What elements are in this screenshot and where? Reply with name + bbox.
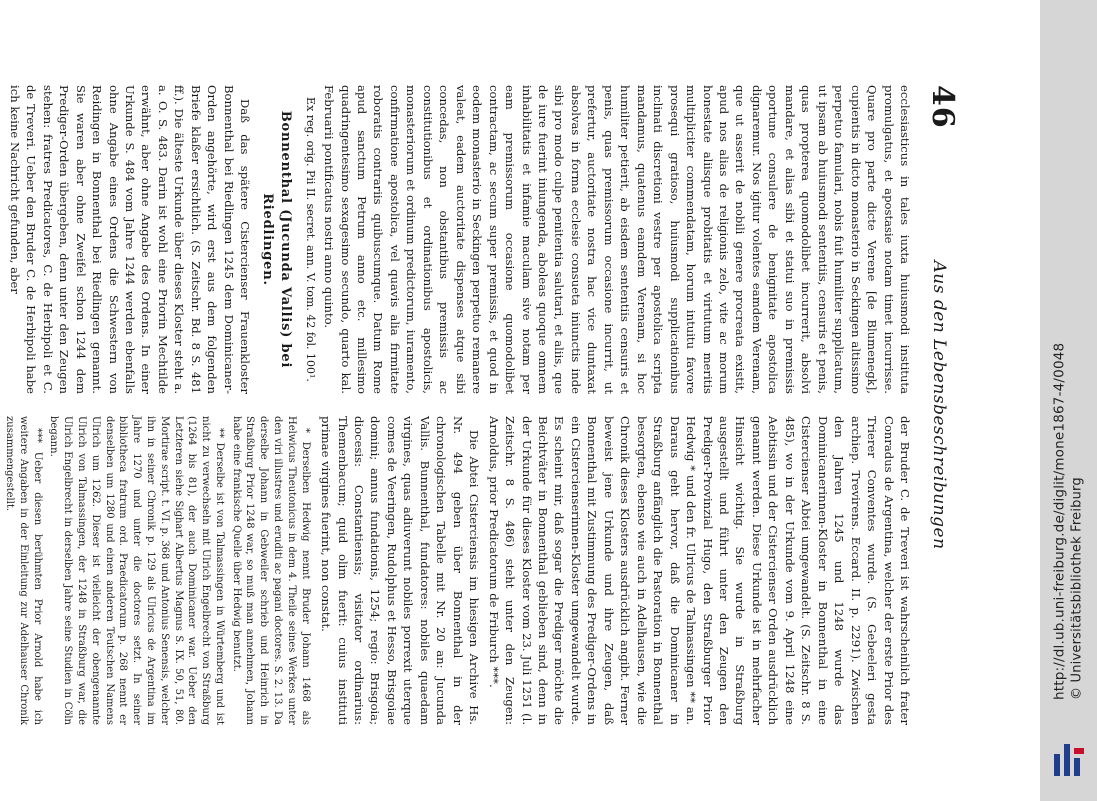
register-citation: Ex reg. orig. Pii II. secret. ann. V. tom. 42 fol. 100¹. <box>303 97 317 382</box>
logo-bar-left <box>1054 754 1060 776</box>
body-paragraph: der Bruder C. de Treveri ist wahrscheinlich frater Conradus de Argentina, welcher der erste Prior des Trierer Conventes wurde. (S. Gebeeleri gesta archiep. Trevirens. Eccard. II. p. 2291). Zwischen den Jahren 1245 und 1248 wurde das Dominicanerinnen-Kloster in Bonnenthal in eine Cistercienser Abtei umgewandelt. (S. Zeitschr. 8 S. 485), wo in der Urkunde vom 9. April 1248 eine Aebtissin und der Cistercienser Orden ausdrücklich genannt werden. Diese Urkunde ist in mehrfacher Hinsicht wichtig. Sie wurde in Straßburg ausgestellt und führt unter den Zeugen den Prediger-Provinzial Hugo, den Straßburger Prior Hedwig * und den fr. Ulricus de Talmassingen ** an. Daraus geht hervor, daß die Dominicaner in Straßburg anfänglich die Pastoration in Bonnenthal besorgten, ebenso wie auch in Adelhausen, wie die Chronik dieses Klosters ausdrücklich angibt. Ferner beweist jene Urkunde und ihre Zeugen, daß Bonnenthal mit Zustimmung des Prediger-Ordens in ein Cistercienserinnen-Kloster umgewandelt wurde. Es scheint mir, daß sogar die Prediger möchte die Beichtväter in Bonnenthal geblieben sind, denn in der Urkunde für dieses Kloster vom 23. Juli 1251 (l. Zeitschr. 8 S. 486) steht unter den Zeugen: Arnoldus, prior Predicatorum de Friburch ***. <box>486 416 912 725</box>
copyright-notice: © Universitätsbibliothek Freiburg <box>1069 477 1085 700</box>
source-url-link[interactable]: http://dl.ub.uni-freiburg.de/diglit/mone1867-4/0048 <box>1051 342 1068 700</box>
sidebar-text <box>1040 10 1097 710</box>
body-paragraph: Die Abtei Cisterciensis im hiesigen Archive Hs. Nr. 494 geben über Bonnenthal in der chronologischen Tabelle mit Nr. 20 an: Jucunda Vallis. Bunnenthal, fundatores: nobiles quaedam virgines, quas adiuverunt nobiles porrexit uterque comes de Veeringen, Rudolphus et Hesso, Brisgoiae domini; annus fundationis, 1254; regio: Brisgoia; diocesis: Constantiensis; visitator ordinarius: Themenbacum; quid olim fuerit: cuius instituti primae virgines fuerint, non constat. <box>319 416 482 725</box>
running-head: Aus den Lebensbeschreibungen <box>929 260 949 550</box>
viewer-sidebar <box>1040 0 1097 801</box>
left-column <box>7 85 913 394</box>
right-column <box>3 416 913 725</box>
ub-freiburg-logo-icon <box>1048 740 1088 780</box>
text-columns <box>3 85 913 725</box>
page-header <box>923 85 967 725</box>
section-paragraph: Daß das spätere Cistercienser Frauenkloster Bonnenthal bei Riedlingen 1245 dem Dominicaner-Orden angehörte, wird erst aus dem folgenden Briefe klaßer ersichtlich. (S. Zeitschr. Bd. 8 S. 481 ff.). Die älteste Urkunde über dieses Kloster steht a. a. O. S. 483. Darin ist wohl eine Priorin Mechtilde erwähnt, aber ohne Angabe des Ordens. In einer Urkunde S. 484 vom Jahre 1244 werden ebenfalls ohne Angabe eines Ordens die Schwestern von Reidingen in Bonnenthal bei Riedlingen genannt. Sie waren aber ohne Zweifel schon 1244 dem Prediger-Orden übergeben, denn unter den Zeugen stehen: fratres Predicatores, C. de Herbipoli et C. de Treveri. Ueber den Bruder C. de Herbipoli habe ich keine Nachricht gefunden, aber <box>7 85 253 394</box>
page-number: 46 <box>925 85 960 129</box>
footnotes <box>2 416 312 725</box>
footnote: *** Ueber diesen berühmten Prior Arnold habe ich weitere Angaben in der Einleitung zur Adelhauser Chronik zusammengestellt. <box>3 416 43 725</box>
footnote: ** Derselbe ist von Talmassingen in Würtemberg und ist nicht zu verwechseln mit Ulrich Engelbrecht von Straßburg (1264 bis 81), der auch Dominicaner war. Ueber den Letzteren siehe Sighart Albertus Magnus S. IX. 50, 51, 80. Mortirae script. t. VI. p. 368 und Antonius Senensis, welcher ihn in seiner Chronik p. 129 als Ulricus de Argentina im Jahre 1270 und unter die doctores setzt. In seiner bibliotheca fratrum ord. Praedicatorum p. 268 nennt er denselben um 1280 und einen anderen Teutschen Namens Ulrich um 1262. Dieser ist vielleicht der obengenannte Ulrich von Talmassingen, der 1248 in Straßburg war, die Ulrich Engelbrecht in derselben Jahre seine Studien in Cöln begann. <box>48 416 225 725</box>
latin-text-paragraph: ecclesiasticus in tales iuxta huiusmodi instituta promulgatus, et apostasie notam timet incurrisse. Quare pro parte dicte Verene [de Blumenegk], cupientis in dicto monasterio in Seckingen altissimo perpetuo famulari, nobis fuit humiliter supplicatum, ut ipsam ab huiusmodi sententiis, censuris et penis, quas propterea quomodolibet incurrerit, absolvi mandare, et alias sibi et statui suo in premissis oportune consulere de benignitate apostolica dignaremur. Nos igitur volentes eamdem Verenam, que ut asserit de nobili genere procreata existit, apud nos alias de religionis zelo, vite ac morum honestate aliisque probitatis et virtutum meritis multipliciter commendatam, horum intuitu favore prosequi gratioso, huiusmodi supplicationibus inclinati discretioni vestre per apostolica scripta mandamus, quatenus eamdem Verenam, si hoc humiliter petierit, ab eisdem sententiis censuris et penis, quas premissorum occasione incurrit, ut prefertur, auctoritate nostra hac vice duntaxat absolvas in forma ecclesie consueta iniunctis inde sibi pro modo culpe penitentia salutari, et aliis, que de iure fuerint iniungenda, aboleas quoque omnem inhabilitatis et infamie maculam sive notam per eam premissorum occasione quomodolibet contractam, ac secum super premissis, et quod in eodem monasterio in Seckingen perpetuo remanere valeat, eadem auctoritate dispenses atque sibi concedas, non obstantibus premissis ac constitutionibus et ordinationibus apostolicis, monasteriorum et ordinum predictorum, iuramento, confirmatione apostolica, vel quavis alia firmitate roboratis contrariis quibuscumque. Datum Rome apud sanctum Petrum anno etc. millesimo quadringentesimo sexagesimo secundo, quarto kal. Februarii pontificatus nostri anno quinto. <box>322 85 912 394</box>
logo-bar-mid <box>1064 744 1070 776</box>
logo-graphic <box>1048 740 1088 780</box>
book-page <box>3 35 985 765</box>
section-heading: Bonnenthal (Jucunda Vallis) bei Riedlingen. <box>259 110 294 369</box>
logo-bar-right <box>1074 758 1080 776</box>
logo-accent <box>1074 748 1084 754</box>
footnote: * Derselben Hedwig nennt Bruder Johann 1468 als Helwicus Theutonicus in dem 4. Theile seines Werkes unter den viri illustres und eruditi ac pagani doctores. S. 2. 13. Da derselbe Johann in Gebweiler schrieb und Heinrich in Straßburg Prior 1248 war, so muß man annehmen, Johann habe eine frankische Quelle über Hedwig benutzt. <box>230 416 311 725</box>
